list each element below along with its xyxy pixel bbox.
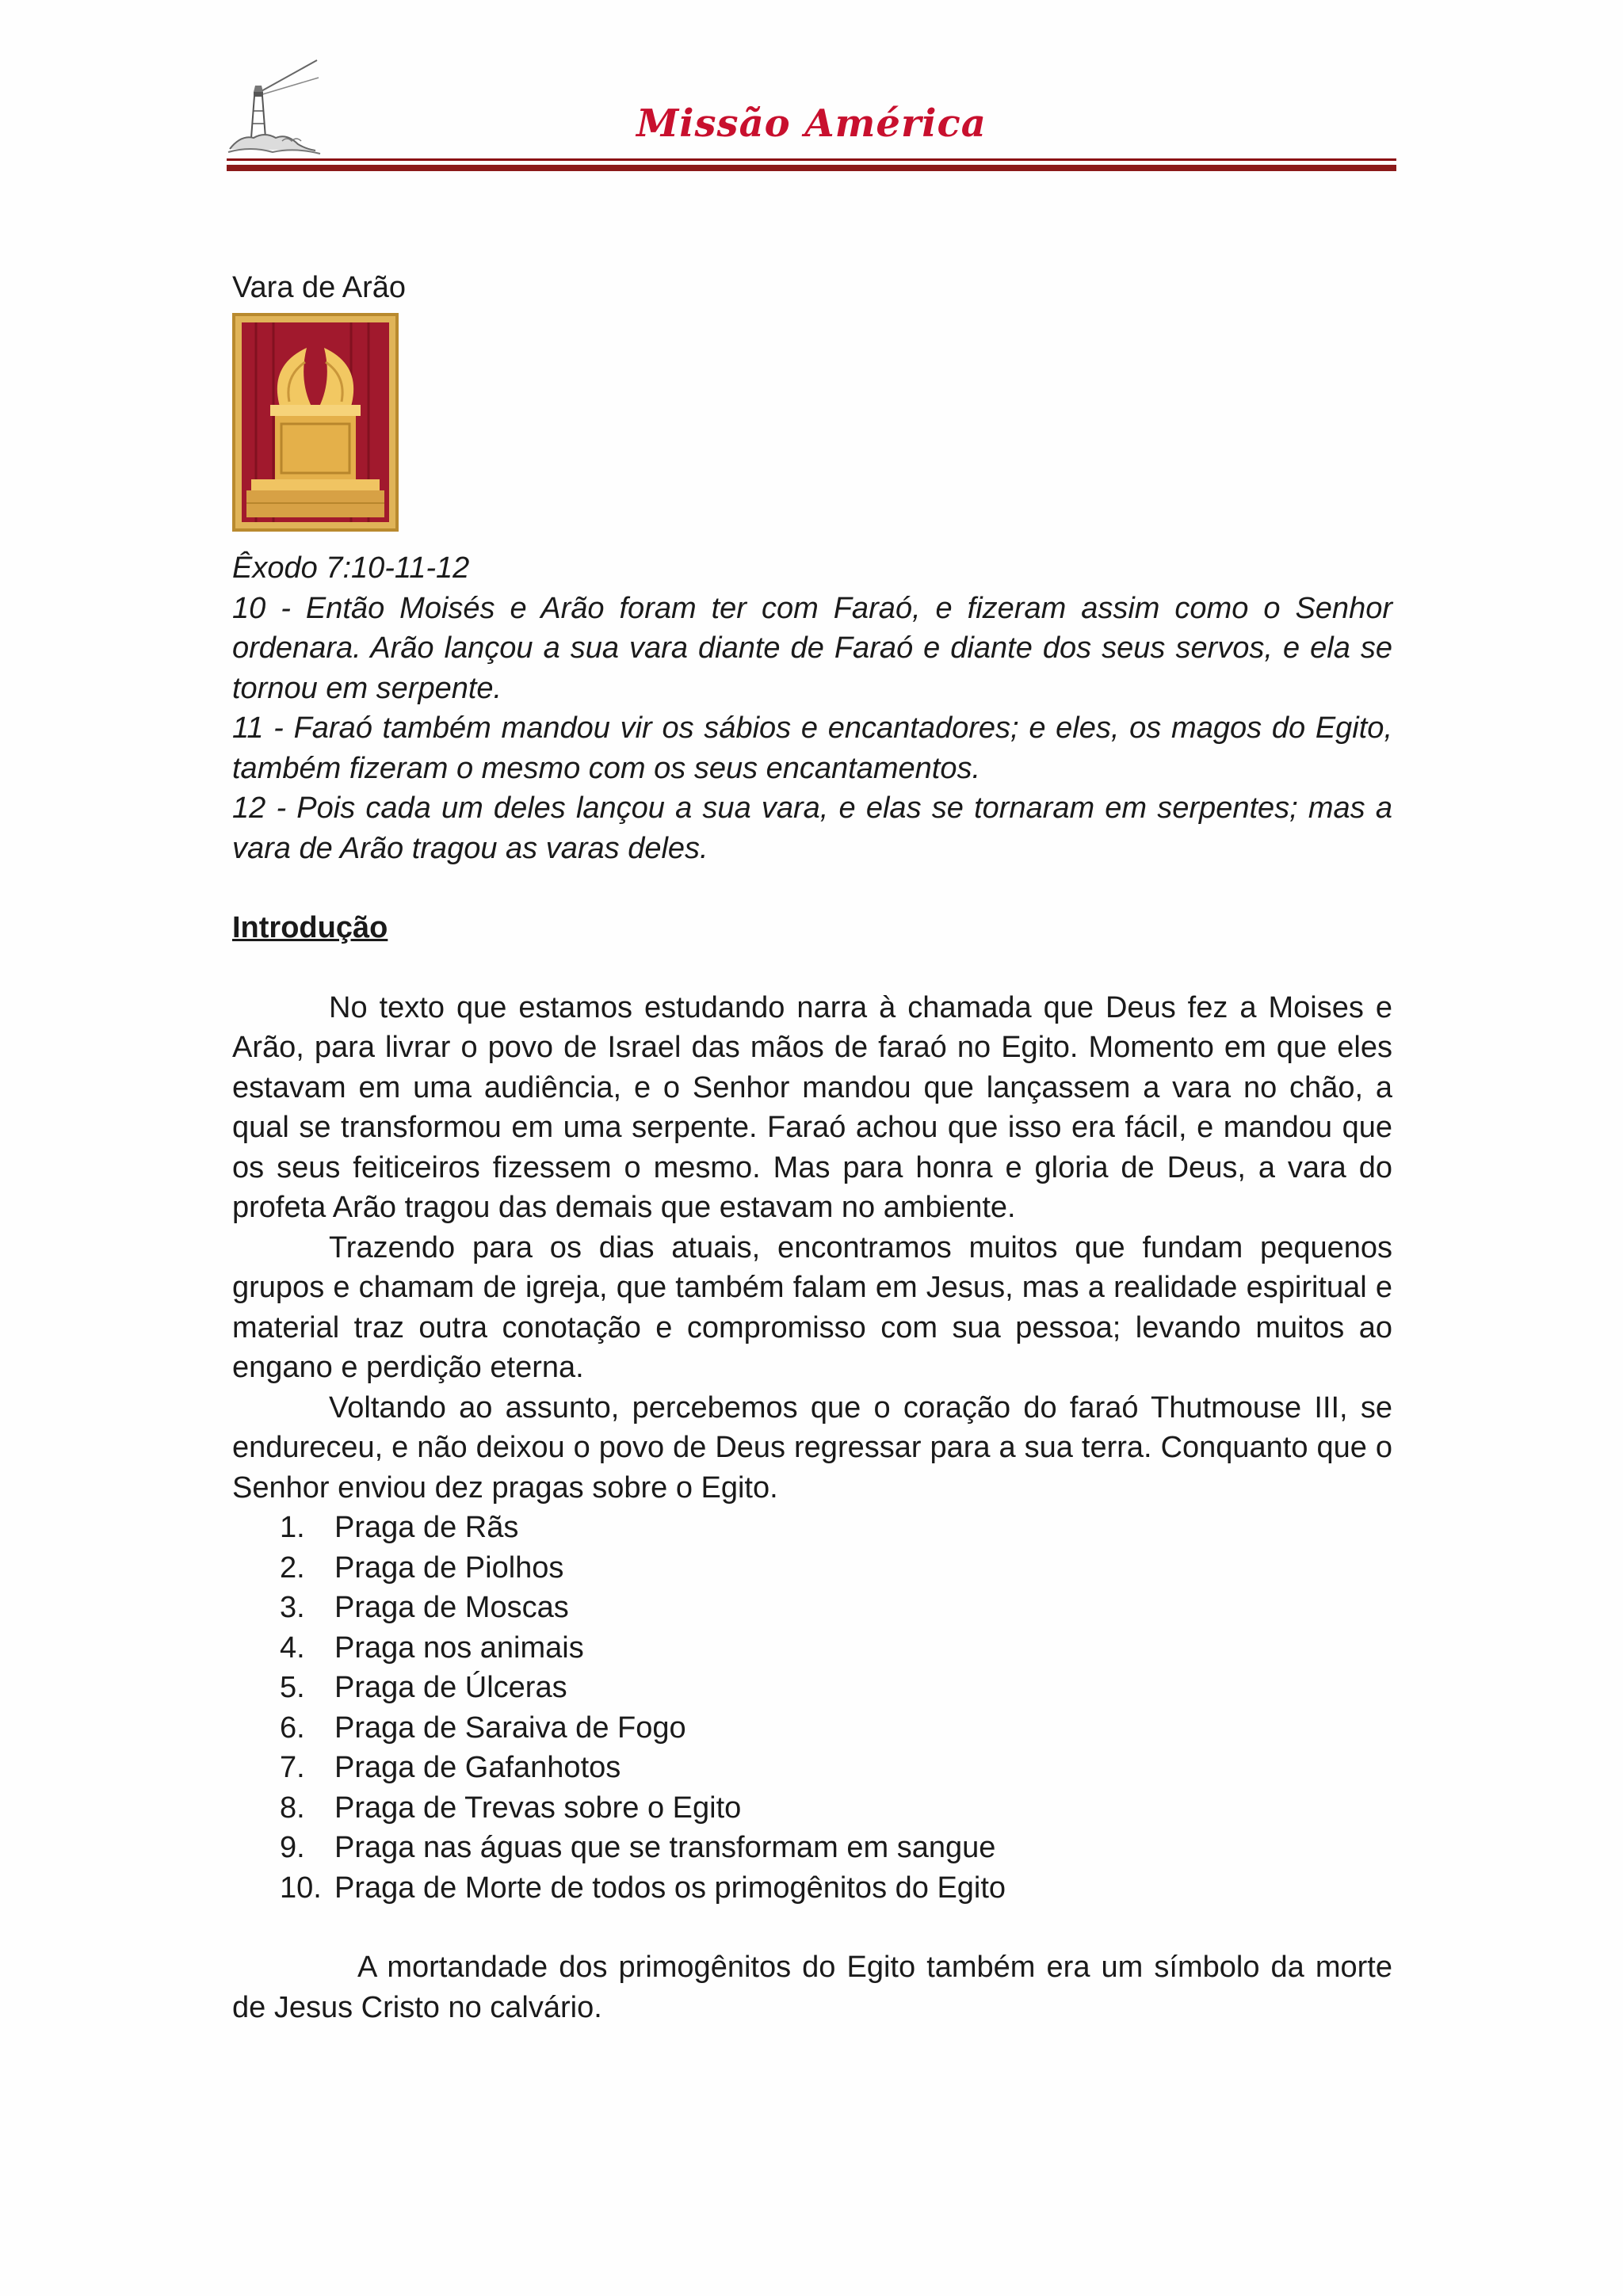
- list-item: [232, 1588, 1392, 1628]
- list-number: 4.: [280, 1630, 305, 1665]
- list-item: [232, 1788, 1392, 1829]
- verse-11: 11 - Faraó também mandou vir os sábios e encantadores; e eles, os magos do Egito, também fizeram o mesmo com os seus encantamentos.: [232, 711, 1392, 785]
- list-item: [232, 1508, 1392, 1548]
- list-number: 3.: [280, 1591, 305, 1624]
- list-text: Praga de Morte de todos os primogênitos do Egito: [334, 1871, 1006, 1905]
- list-number: 10.: [280, 1871, 322, 1905]
- list-text: Praga de Trevas sobre o Egito: [334, 1791, 742, 1825]
- list-item: [232, 1708, 1392, 1749]
- paragraph-3: Voltando ao assunto, percebemos que o coração do faraó Thutmouse III, se endureceu, e não deixou o povo de Deus regressar para a sua terra. Conquanto que o Senhor enviou dez pragas sobre o Egito.: [232, 1390, 1392, 1505]
- list-text: Praga de Úlceras: [334, 1671, 567, 1704]
- list-number: 8.: [280, 1791, 305, 1825]
- list-number: 7.: [280, 1751, 305, 1784]
- list-item: [232, 1748, 1392, 1788]
- list-item: [232, 1828, 1392, 1868]
- list-number: 6.: [280, 1711, 305, 1745]
- list-text: Praga de Saraiva de Fogo: [334, 1711, 686, 1745]
- list-text: Praga de Gafanhotos: [334, 1751, 621, 1784]
- verses-block: [232, 548, 1392, 868]
- list-item: [232, 1628, 1392, 1669]
- list-number: 9.: [280, 1831, 305, 1864]
- scripture-reference: Êxodo 7:10-11-12: [232, 551, 470, 585]
- paragraph-1: No texto que estamos estudando narra à chamada que Deus fez a Moises e Arão, para livrar o povo de Israel das mãos de faraó no Egito. Momento em que eles estavam em uma audiência, e o Senhor mandou que lançassem a vara no chão, a qual se transformou em uma serpente. Faraó achou que isso era fácil, e mandou que os seus feiticeiros fizessem o mesmo. Mas para honra e gloria de Deus, a vara do profeta Arão tragou das demais que estavam no ambiente.: [232, 990, 1392, 1224]
- closing-paragraph: A mortandade dos primogênitos do Egito também era um símbolo da morte de Jesus Cristo no calvário.: [232, 1951, 1392, 2024]
- page-header: [227, 55, 1396, 174]
- plague-list: [232, 1508, 1392, 1908]
- list-text: Praga nas águas que se transformam em sangue: [334, 1831, 996, 1864]
- verse-12: 12 - Pois cada um deles lançou a sua vara, e elas se tornaram em serpentes; mas a vara de Arão tragou as varas deles.: [232, 791, 1392, 865]
- list-text: Praga de Rãs: [334, 1511, 519, 1544]
- list-number: 1.: [280, 1511, 305, 1544]
- list-text: Praga de Moscas: [334, 1591, 569, 1624]
- document-body: [232, 268, 1392, 2027]
- verse-10: 10 - Então Moisés e Arão foram ter com Faraó, e fizeram assim como o Senhor ordenara. Arão lançou a sua vara diante de Faraó e diante dos seus servos, e ela se tornou em serpente.: [232, 591, 1392, 705]
- ark-of-covenant-painting-icon: [232, 313, 399, 532]
- header-rule-thick: [227, 165, 1396, 171]
- list-item: [232, 1548, 1392, 1589]
- list-item: [232, 1668, 1392, 1708]
- list-number: 5.: [280, 1671, 305, 1704]
- list-text: Praga nos animais: [334, 1630, 584, 1665]
- list-number: 2.: [280, 1550, 305, 1585]
- brand-title: Missão América: [636, 101, 987, 146]
- section-heading: Introdução: [232, 911, 388, 944]
- list-item: [232, 1868, 1392, 1909]
- list-text: Praga de Piolhos: [334, 1550, 564, 1585]
- header-rule-thin: [227, 158, 1396, 161]
- document-title: Vara de Arão: [232, 271, 407, 304]
- paragraph-2: Trazendo para os dias atuais, encontramos muitos que fundam pequenos grupos e chamam de igreja, que também falam em Jesus, mas a realidade espiritual e material traz outra conotação e compromisso com sua pessoa; levando muitos ao engano e perdição eterna.: [232, 1230, 1392, 1384]
